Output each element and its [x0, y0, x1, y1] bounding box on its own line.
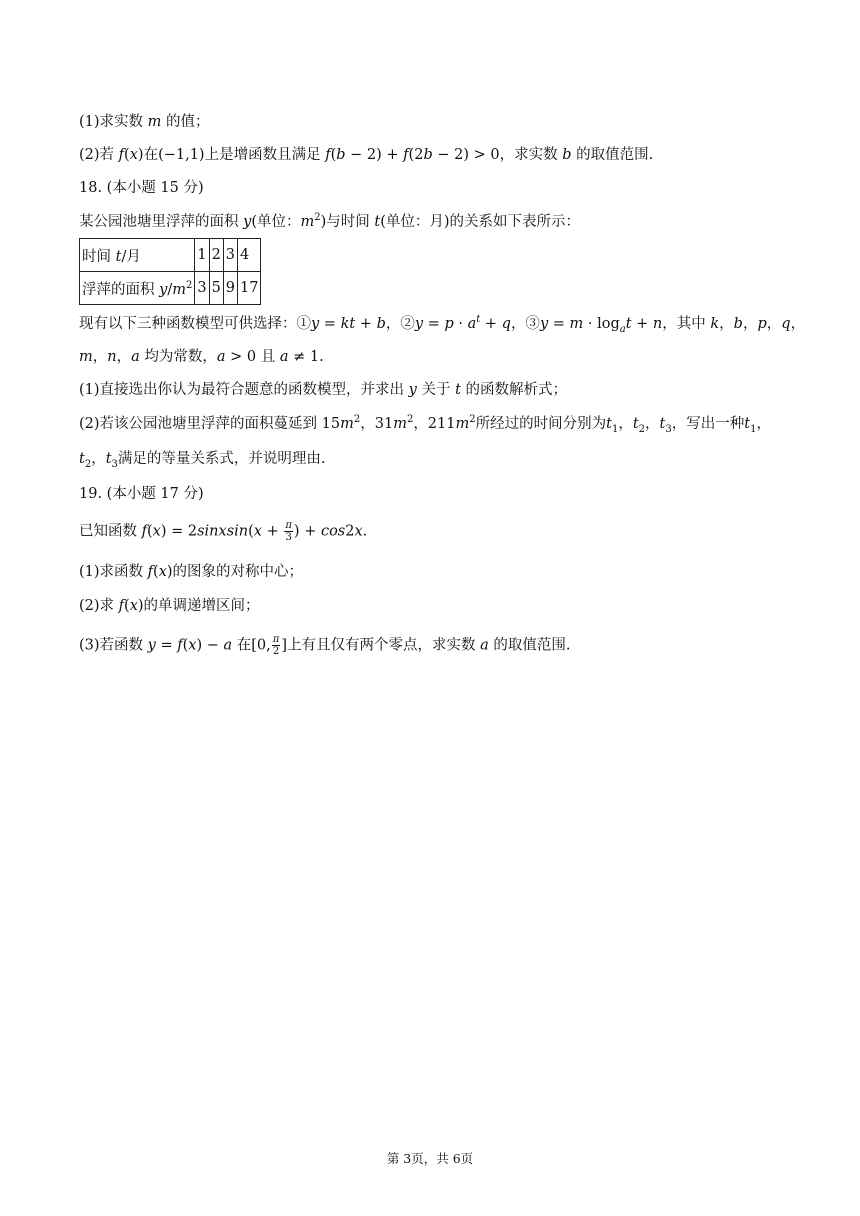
table-cell: 2 — [209, 239, 223, 272]
q19-intro: 已知函数 f(x) = 2sinxsin(x + $\frac{\pi}{3}$ ) + cos2x. — [79, 520, 368, 543]
q18-models-line1: 现有以下三种函数模型可供选择：①y = kt + b，②y = $p \cdot a^t + q$，③y = $m \cdot \log_at + n$，其中 k，b，p，q， — [79, 314, 806, 335]
fraction: $\frac{\pi}{3}$ — [285, 520, 292, 543]
table-cell: 17 — [238, 272, 261, 305]
table-row — [80, 239, 261, 272]
table-row — [80, 272, 261, 305]
q19-header: 19. (本小题 17 分) — [79, 486, 204, 502]
table-row-label: 浮萍的面积 $y/m^2$ — [80, 272, 195, 305]
page-footer: 第 3页，共 6页 — [386, 1151, 474, 1166]
fraction: $\frac{\pi}{2}$ — [272, 634, 280, 657]
q18-part1: (1)直接选出你认为最符合题意的函数模型，并求出 y 关于 t 的函数解析式； — [79, 382, 568, 398]
q19-part2: (2)求 f(x)的单调递增区间； — [79, 598, 260, 614]
table-cell: 3 — [195, 272, 209, 305]
q18-part2-line2: $t_2$，$t_3$满足的等量关系式，并说明理由. — [79, 451, 326, 470]
table-cell: 1 — [195, 239, 209, 272]
table-cell: 9 — [223, 272, 237, 305]
table-cell: 5 — [209, 272, 223, 305]
q17-part2: (2)若 f(x)在(−1,1)上是增函数且满足 f(b − 2) + f(2b − 2) > 0，求实数 b 的取值范围. — [79, 147, 654, 163]
q18-header: 18. (本小题 15 分) — [79, 180, 204, 196]
q18-intro: 某公园池塘里浮萍的面积 y(单位：$m^2$)与时间 t(单位：月)的关系如下表所示： — [79, 212, 581, 230]
table-cell: 3 — [223, 239, 237, 272]
data-table — [79, 238, 261, 305]
q19-part1: (1)求函数 f(x)的图象的对称中心； — [79, 564, 304, 580]
q19-part3: (3)若函数 y = f(x) − a 在[0, $\frac{\pi}{2}$ ]上有且仅有两个零点，求实数 a 的取值范围. — [79, 634, 571, 657]
table-cell: 4 — [238, 239, 261, 272]
table-row-label: 时间 t/月 — [80, 239, 195, 272]
q17-part1: (1)求实数 m 的值； — [79, 114, 210, 130]
q18-part2-line1: (2)若该公园池塘里浮萍的面积蔓延到 $15m^2$，$31m^2$，$211m^2$所经过的时间分别为$t_1$，$t_2$，$t_3$，写出一种$t_1$， — [79, 414, 771, 435]
q18-models-line2: m，n，a 均为常数，a > 0 且 a ≠ 1. — [79, 349, 324, 365]
